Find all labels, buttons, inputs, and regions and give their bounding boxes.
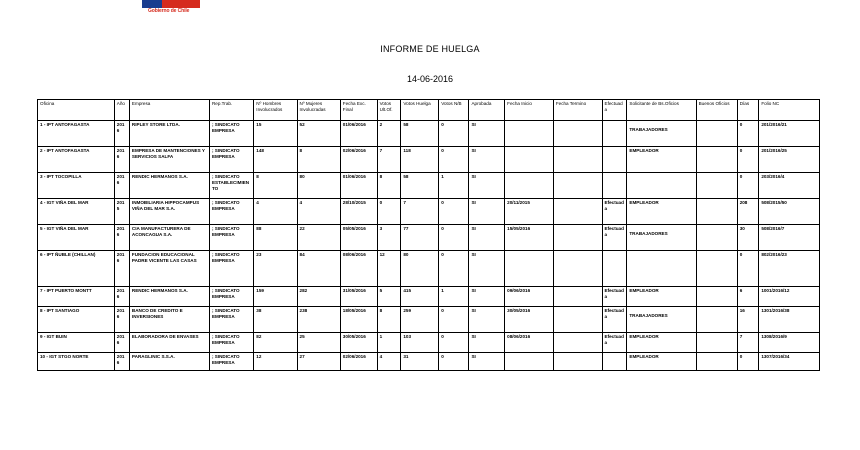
cell-votos-nb: 0 (439, 353, 469, 371)
cell-dias: 30 (737, 225, 759, 251)
cell-efectuada (602, 251, 627, 287)
table-row (38, 333, 820, 353)
cell-buenos (696, 333, 737, 353)
cell-empresa: RENDIC HERMANOS S.A. (129, 287, 209, 307)
table-row (38, 307, 820, 333)
cell-efectuada (602, 121, 627, 147)
cell-anio: 2016 (114, 225, 129, 251)
cell-votos-nb: 1 (439, 173, 469, 199)
column-header: Días (737, 100, 759, 121)
cell-oficina: 8 - IPT SANTIAGO (38, 307, 115, 333)
cell-votos-huelga: 58 (401, 173, 439, 199)
cell-efectuada: Efectuada (602, 307, 627, 333)
cell-votos-huelga: 415 (401, 287, 439, 307)
cell-inicio: 20/11/2015 (505, 199, 554, 225)
cell-inicio: 15/05/2016 (505, 225, 554, 251)
cell-buenos (696, 251, 737, 287)
report-title: INFORME DE HUELGA (380, 44, 480, 54)
column-header: Votos Ult.Of. (377, 100, 401, 121)
logo-flag (142, 0, 200, 8)
cell-termino (553, 225, 602, 251)
cell-efectuada: Efectuada (602, 287, 627, 307)
column-header: Efectuada (602, 100, 627, 121)
cell-hombres: 88 (254, 225, 297, 251)
cell-dias: 6 (737, 287, 759, 307)
logo-blue-block (142, 0, 162, 8)
cell-mujeres: 4 (297, 199, 340, 225)
cell-efectuada: Efectuada (602, 199, 627, 225)
column-header: Año (114, 100, 129, 121)
cell-fecha-exc: 30/05/2016 (340, 333, 377, 353)
cell-mujeres: 27 (297, 353, 340, 371)
cell-votos-huelga: 103 (401, 333, 439, 353)
cell-anio: 2016 (114, 353, 129, 371)
table-header-row (38, 100, 820, 121)
cell-anio: 2016 (114, 121, 129, 147)
cell-buenos (696, 173, 737, 199)
cell-anio: 2016 (114, 307, 129, 333)
column-header: Empresa (129, 100, 209, 121)
cell-votos-nb: 0 (439, 307, 469, 333)
table-row (38, 225, 820, 251)
cell-aprobada: SI (469, 173, 505, 199)
cell-efectuada (602, 147, 627, 173)
cell-oficina: 9 - IGT BUIN (38, 333, 115, 353)
cell-hombres: 38 (254, 307, 297, 333)
cell-inicio: 08/06/2016 (505, 333, 554, 353)
cell-fecha-exc: 01/06/2016 (340, 173, 377, 199)
cell-votos-huelga: 118 (401, 147, 439, 173)
column-header: Nº Mujeres Involucradas (297, 100, 340, 121)
cell-rep: ; SINDICATO EMPRESA (209, 287, 253, 307)
column-header: Aprobada (469, 100, 505, 121)
cell-oficina: 10 - IGT STGO NORTE (38, 353, 115, 371)
cell-votos-huelga: 259 (401, 307, 439, 333)
cell-aprobada: SI (469, 147, 505, 173)
cell-rep: ; SINDICATO EMPRESA (209, 225, 253, 251)
column-header: Folio NC (759, 100, 820, 121)
solicitante-employer: EMPLEADOR (629, 200, 659, 205)
cell-fecha-exc: 08/06/2016 (340, 251, 377, 287)
cell-empresa: ELABORADORA DE ENVASES (129, 333, 209, 353)
solicitante-employer: EMPLEADOR (629, 354, 659, 359)
cell-buenos (696, 121, 737, 147)
cell-rep: ; SINDICATO EMPRESA (209, 121, 253, 147)
cell-solicitante (627, 287, 696, 307)
cell-votos-huelga: 58 (401, 121, 439, 147)
cell-termino (553, 307, 602, 333)
column-header: Buenos Oficios (696, 100, 737, 121)
solicitante-employer: EMPLEADOR (629, 334, 659, 339)
cell-anio: 2016 (114, 173, 129, 199)
column-header: Votos Huelga (401, 100, 439, 121)
table-row (38, 251, 820, 287)
cell-votos-ult: 4 (377, 353, 401, 371)
column-header: Fecha Termino (553, 100, 602, 121)
cell-efectuada: Efectuada (602, 333, 627, 353)
cell-solicitante (627, 307, 696, 333)
cell-solicitante (627, 147, 696, 173)
cell-termino (553, 251, 602, 287)
solicitante-workers: TRABAJADORES (629, 127, 668, 132)
cell-rep: ; SINDICATO EMPRESA (209, 353, 253, 371)
cell-hombres: 8 (254, 173, 297, 199)
cell-termino (553, 287, 602, 307)
cell-folio: 201/2016/25 (759, 147, 820, 173)
column-header: Fecha Exc. Final (340, 100, 377, 121)
cell-inicio: 09/06/2016 (505, 287, 554, 307)
cell-mujeres: 80 (297, 173, 340, 199)
cell-empresa: EMPRESA DE MANTENCIONES Y SERVICIOS SALFA (129, 147, 209, 173)
report-date: 14-06-2016 (406, 74, 454, 84)
cell-votos-ult: 0 (377, 199, 401, 225)
cell-rep: ; SINDICATO EMPRESA (209, 147, 253, 173)
cell-solicitante (627, 225, 696, 251)
cell-oficina: 5 - IGT VIÑA DEL MAR (38, 225, 115, 251)
cell-fecha-exc: 02/06/2016 (340, 353, 377, 371)
cell-votos-nb: 0 (439, 199, 469, 225)
column-header: Fecha Inicio (505, 100, 554, 121)
cell-fecha-exc: 18/05/2016 (340, 307, 377, 333)
cell-folio: 201/2016/21 (759, 121, 820, 147)
cell-votos-huelga: 7 (401, 199, 439, 225)
cell-rep: ; SINDICATO EMPRESA (209, 199, 253, 225)
cell-buenos (696, 287, 737, 307)
cell-anio: 2015 (114, 199, 129, 225)
table-row (38, 173, 820, 199)
cell-empresa: FUNDACION EDUCACIONAL PADRE VICENTE LAS CASAS (129, 251, 209, 287)
cell-rep: ; SINDICATO EMPRESA (209, 307, 253, 333)
cell-buenos (696, 307, 737, 333)
column-header: Rep.Trab. (209, 100, 253, 121)
table-row (38, 121, 820, 147)
cell-votos-huelga: 31 (401, 353, 439, 371)
cell-oficina: 6 - IPT ÑUBLE (CHILLAN) (38, 251, 115, 287)
column-header: Votos N/B (439, 100, 469, 121)
cell-inicio (505, 251, 554, 287)
table-row (38, 353, 820, 371)
cell-aprobada: SI (469, 225, 505, 251)
cell-empresa: BANCO DE CREDITO E INVERSIONES (129, 307, 209, 333)
cell-votos-ult: 8 (377, 173, 401, 199)
cell-dias: 16 (737, 307, 759, 333)
cell-inicio: 30/05/2016 (505, 307, 554, 333)
cell-empresa: INMOBILIARIA HIPPOCAMPUS VIÑA DEL MAR S.A. (129, 199, 209, 225)
cell-mujeres: 22 (297, 225, 340, 251)
cell-solicitante (627, 199, 696, 225)
cell-hombres: 15 (254, 121, 297, 147)
logo-red-block (162, 0, 200, 8)
cell-dias: 0 (737, 121, 759, 147)
cell-oficina: 2 - IPT ANTOFAGASTA (38, 147, 115, 173)
cell-dias: 0 (737, 173, 759, 199)
cell-anio: 2016 (114, 333, 129, 353)
cell-folio: 1308/2016/9 (759, 333, 820, 353)
cell-anio: 2016 (114, 251, 129, 287)
cell-mujeres: 238 (297, 307, 340, 333)
cell-solicitante (627, 353, 696, 371)
cell-inicio (505, 147, 554, 173)
cell-buenos (696, 353, 737, 371)
cell-votos-ult: 3 (377, 225, 401, 251)
cell-folio: 1301/2016/38 (759, 307, 820, 333)
cell-aprobada: SI (469, 287, 505, 307)
cell-rep: ; SINDICATO ESTABLECIMIENTO (209, 173, 253, 199)
cell-votos-ult: 5 (377, 287, 401, 307)
cell-fecha-exc: 28/10/2015 (340, 199, 377, 225)
cell-mujeres: 25 (297, 333, 340, 353)
cell-buenos (696, 199, 737, 225)
cell-hombres: 159 (254, 287, 297, 307)
cell-hombres: 12 (254, 353, 297, 371)
cell-efectuada: Efectuada (602, 225, 627, 251)
cell-empresa: PARAGLINIC S.S.A. (129, 353, 209, 371)
cell-aprobada: SI (469, 353, 505, 371)
cell-solicitante (627, 333, 696, 353)
cell-anio: 2016 (114, 147, 129, 173)
cell-empresa: RIPLEY STORE LTDA. (129, 121, 209, 147)
cell-mujeres: 84 (297, 251, 340, 287)
cell-folio: 508/2016/7 (759, 225, 820, 251)
cell-dias: 0 (737, 353, 759, 371)
cell-folio: 203/2016/4 (759, 173, 820, 199)
cell-buenos (696, 225, 737, 251)
cell-buenos (696, 147, 737, 173)
cell-aprobada: SI (469, 333, 505, 353)
cell-termino (553, 173, 602, 199)
solicitante-workers: TRABAJADORES (629, 313, 668, 318)
table-row (38, 287, 820, 307)
cell-folio: 1307/2016/34 (759, 353, 820, 371)
solicitante-employer: EMPLEADOR (629, 288, 659, 293)
cell-mujeres: 52 (297, 121, 340, 147)
cell-votos-ult: 2 (377, 121, 401, 147)
cell-empresa: RENDIC HERMANOS S.A. (129, 173, 209, 199)
cell-fecha-exc: 01/06/2016 (340, 121, 377, 147)
cell-hombres: 82 (254, 333, 297, 353)
cell-aprobada: SI (469, 199, 505, 225)
cell-votos-nb: 0 (439, 251, 469, 287)
cell-rep: ; SINDICATO EMPRESA (209, 333, 253, 353)
solicitante-workers: TRABAJADORES (629, 231, 668, 236)
cell-dias: 208 (737, 199, 759, 225)
cell-efectuada (602, 173, 627, 199)
cell-dias: 0 (737, 251, 759, 287)
cell-solicitante (627, 173, 696, 199)
cell-termino (553, 147, 602, 173)
strike-report-table (37, 99, 820, 371)
cell-mujeres: 8 (297, 147, 340, 173)
cell-mujeres: 282 (297, 287, 340, 307)
cell-aprobada: SI (469, 251, 505, 287)
cell-oficina: 3 - IPT TOCOPILLA (38, 173, 115, 199)
cell-inicio (505, 173, 554, 199)
solicitante-employer: EMPLEADOR (629, 148, 659, 153)
cell-aprobada: SI (469, 307, 505, 333)
cell-folio: 1001/2016/12 (759, 287, 820, 307)
cell-anio: 2016 (114, 287, 129, 307)
cell-hombres: 148 (254, 147, 297, 173)
cell-votos-nb: 0 (439, 121, 469, 147)
cell-votos-ult: 7 (377, 147, 401, 173)
cell-votos-ult: 8 (377, 307, 401, 333)
cell-oficina: 7 - IPT PUERTO MONTT (38, 287, 115, 307)
cell-fecha-exc: 02/06/2016 (340, 147, 377, 173)
cell-votos-huelga: 80 (401, 251, 439, 287)
cell-termino (553, 333, 602, 353)
cell-solicitante (627, 121, 696, 147)
cell-oficina: 1 - IPT ANTOFAGASTA (38, 121, 115, 147)
cell-oficina: 4 - IGT VIÑA DEL MAR (38, 199, 115, 225)
cell-hombres: 23 (254, 251, 297, 287)
cell-folio: 508/2015/50 (759, 199, 820, 225)
cell-inicio (505, 353, 554, 371)
cell-votos-ult: 12 (377, 251, 401, 287)
cell-aprobada: SI (469, 121, 505, 147)
cell-solicitante (627, 251, 696, 287)
table-row (38, 147, 820, 173)
cell-inicio (505, 121, 554, 147)
column-header: Oficina (38, 100, 115, 121)
cell-votos-nb: 0 (439, 147, 469, 173)
cell-votos-nb: 0 (439, 225, 469, 251)
cell-rep: ; SINDICATO EMPRESA (209, 251, 253, 287)
column-header: Nº Hombres Involucrados (254, 100, 297, 121)
cell-dias: 7 (737, 333, 759, 353)
column-header: Solicitante de Bs.Oficios (627, 100, 696, 121)
cell-votos-ult: 1 (377, 333, 401, 353)
cell-termino (553, 121, 602, 147)
cell-votos-huelga: 77 (401, 225, 439, 251)
cell-empresa: CIA MANUFACTURERA DE ACONCAGUA S.A. (129, 225, 209, 251)
cell-fecha-exc: 05/05/2016 (340, 225, 377, 251)
logo-caption: Gobierno de Chile (148, 8, 190, 14)
cell-termino (553, 353, 602, 371)
cell-dias: 0 (737, 147, 759, 173)
cell-hombres: 4 (254, 199, 297, 225)
cell-folio: 802/2016/23 (759, 251, 820, 287)
cell-votos-nb: 0 (439, 333, 469, 353)
cell-efectuada (602, 353, 627, 371)
cell-votos-nb: 1 (439, 287, 469, 307)
cell-termino (553, 199, 602, 225)
cell-fecha-exc: 31/05/2016 (340, 287, 377, 307)
table-row (38, 199, 820, 225)
